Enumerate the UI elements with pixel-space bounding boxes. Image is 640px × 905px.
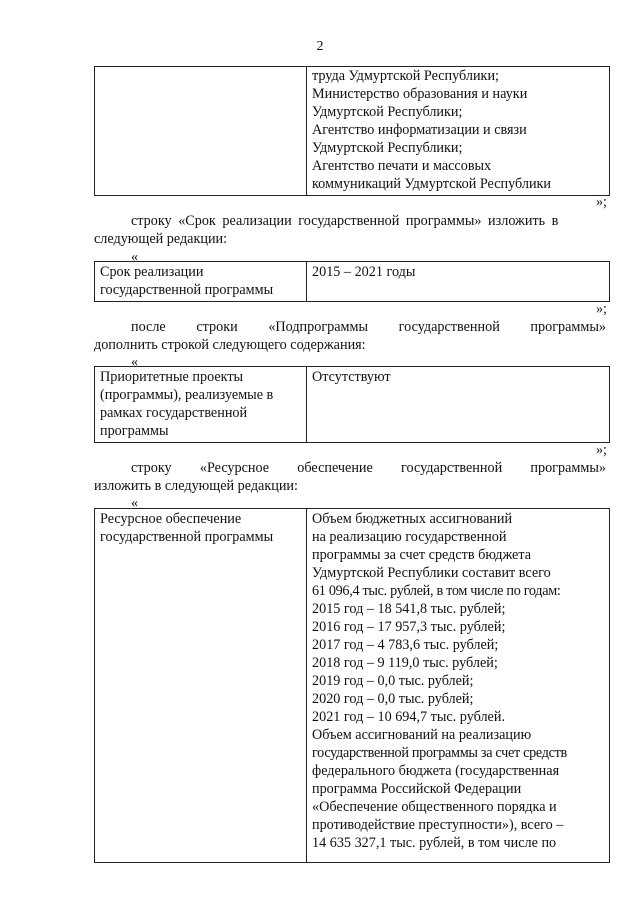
table3-label-line: Приоритетные проекты: [100, 369, 244, 385]
table4-value-line: федерального бюджета (государственная: [312, 763, 560, 779]
table4-value-line: противодействие преступности»), всего –: [312, 817, 564, 833]
paragraph-word: государственной: [398, 319, 500, 335]
table4-value-line: 2018 год – 9 119,0 тыс. рублей;: [312, 655, 498, 671]
paragraph-line: [131, 212, 606, 230]
paragraph-text: строку «Срок реализации государственной программы» изложить в: [131, 213, 559, 229]
table4-value-line: 2017 год – 4 783,6 тыс. рублей;: [312, 637, 499, 653]
table4-value-line: 14 635 327,1 тыс. рублей, в том числе по: [312, 835, 557, 851]
table1-line: Министерство образования и науки: [312, 86, 528, 102]
table2-left-cell: [95, 262, 307, 302]
table3-left-cell: [95, 367, 307, 443]
table4-value-line: «Обеспечение общественного порядка и: [312, 799, 557, 815]
table1-line: Удмуртской Республики;: [312, 104, 463, 120]
table1-line: коммуникаций Удмуртской Республики: [312, 176, 552, 192]
page-number: 2: [316, 39, 324, 54]
table4-value-line: 2021 год – 10 694,7 тыс. рублей.: [312, 709, 505, 725]
table4-right-cell: [307, 509, 610, 863]
paragraph-line: изложить в следующей редакции:: [94, 478, 298, 494]
paragraph-line: [131, 459, 606, 477]
paragraph-word: программы»: [530, 460, 606, 476]
table2-value-line: 2015 – 2021 годы: [312, 264, 416, 280]
table-priority-projects: [94, 366, 610, 443]
paragraph-word: после: [131, 319, 166, 335]
table1-left-cell: [95, 67, 307, 196]
table4-value-line: Объем ассигнований на реализацию: [312, 727, 532, 743]
table4-value-line: программы за счет средств бюджета: [312, 547, 532, 563]
table2-right-cell: [307, 262, 610, 302]
closing-quote: »;: [595, 301, 607, 317]
opening-quote: «: [131, 354, 139, 370]
table4-left-cell: [95, 509, 307, 863]
opening-quote: «: [131, 249, 139, 265]
table3-label-line: рамках государственной: [100, 405, 248, 421]
table1-line: Агентство печати и массовых: [312, 158, 492, 174]
paragraph-word: «Ресурсное: [199, 460, 270, 476]
paragraph-word: программы»: [530, 319, 606, 335]
table4-value-line: 2019 год – 0,0 тыс. рублей;: [312, 673, 474, 689]
table2-label-line: государственной программы: [100, 282, 274, 298]
table-implementation-period: [94, 261, 610, 302]
table-resource-provision: [94, 508, 610, 863]
paragraph-line: следующей редакции:: [94, 231, 228, 247]
table3-right-cell: [307, 367, 610, 443]
table4-value-line: Объем бюджетных ассигнований: [312, 511, 513, 527]
table3-label-line: программы: [100, 423, 169, 439]
table1-right-cell: [307, 67, 610, 196]
paragraph-line: дополнить строкой следующего содержания:: [94, 337, 366, 353]
table4-value-line: 2020 год – 0,0 тыс. рублей;: [312, 691, 474, 707]
paragraph-word: обеспечение: [297, 460, 373, 476]
table4-value-line: 61 096,4 тыс. рублей, в том числе по годам:: [312, 583, 561, 599]
table4-value-line: государственной программы за счет средств: [312, 745, 567, 761]
table3-value-line: Отсутствуют: [312, 369, 391, 385]
table4-value-line: программа Российской Федерации: [312, 781, 522, 797]
paragraph-word: строку: [131, 460, 172, 476]
table4-value-line: Удмуртской Республики составит всего: [312, 565, 551, 581]
table4-label-line: государственной программы: [100, 529, 274, 545]
closing-quote: »;: [595, 442, 607, 458]
table-executors-continuation: [94, 66, 610, 196]
table1-line: Удмуртской Республики;: [312, 140, 463, 156]
table2-label-line: Срок реализации: [100, 264, 204, 280]
paragraph-word: государственной: [401, 460, 503, 476]
paragraph-line: [131, 318, 606, 336]
table4-value-line: 2016 год – 17 957,3 тыс. рублей;: [312, 619, 506, 635]
table4-value-line: 2015 год – 18 541,8 тыс. рублей;: [312, 601, 506, 617]
paragraph-word: «Подпрограммы: [268, 319, 369, 335]
paragraph-word: строки: [196, 319, 238, 335]
table3-label-line: (программы), реализуемые в: [100, 387, 274, 403]
table4-value-line: на реализацию государственной: [312, 529, 507, 545]
opening-quote: «: [131, 495, 139, 511]
table1-line: Агентство информатизации и связи: [312, 122, 527, 138]
closing-quote: »;: [595, 194, 607, 210]
table1-line: труда Удмуртской Республики;: [312, 68, 499, 84]
table4-label-line: Ресурсное обеспечение: [100, 511, 242, 527]
